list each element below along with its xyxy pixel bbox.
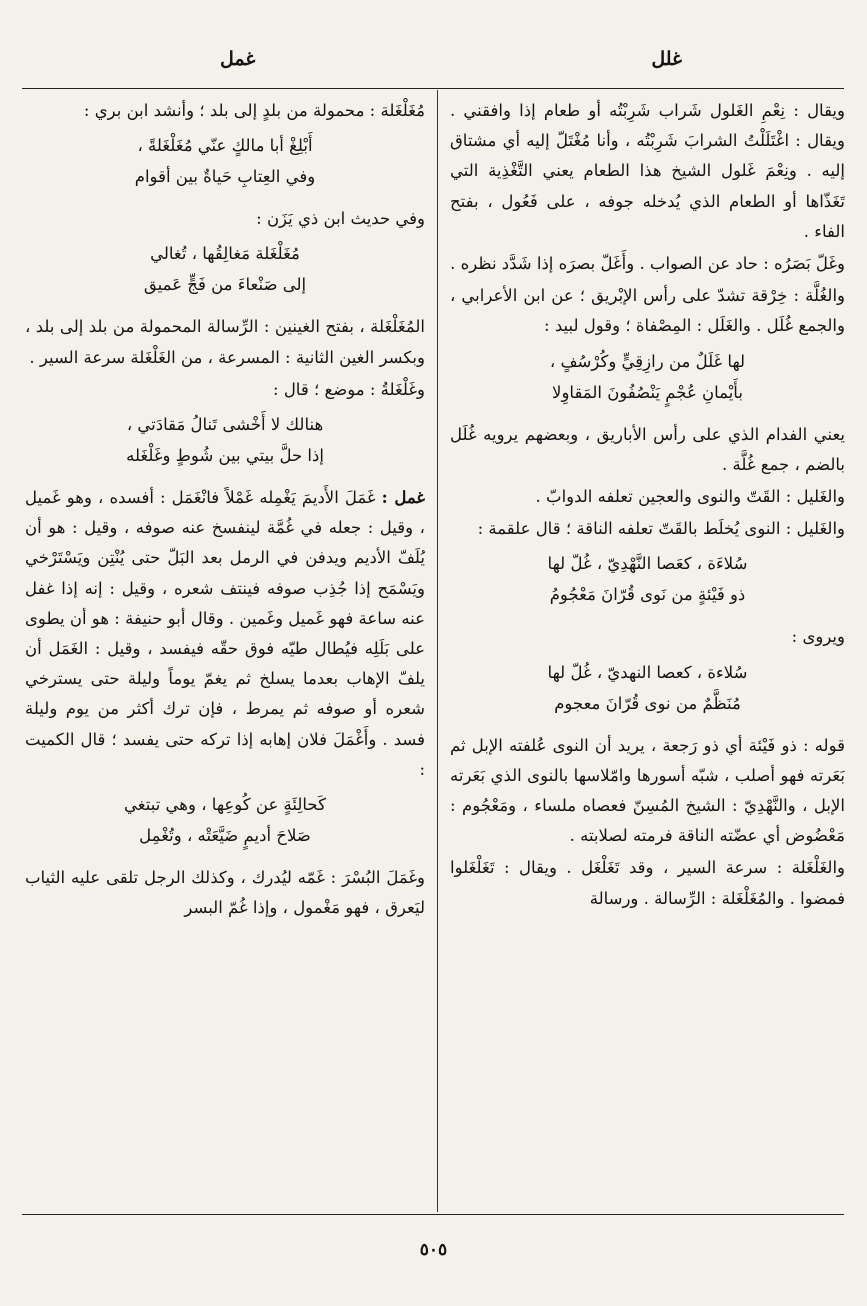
verse-line: وفي العِتابِ حَياةٌ بين أقوام [134, 167, 316, 187]
left-column [25, 96, 425, 1211]
page-number: ٥٠٥ [419, 1240, 448, 1260]
paragraph: والغَليل : القَتّ والنوى والعجين تعلفه الدوابّ . [535, 487, 845, 507]
right-column [450, 96, 845, 1211]
verse-line: كَحالِئَةٍ عن كُوعِها ، وهي تبتغي [124, 795, 326, 815]
verse-line: مُنَظَّمٌ من نوى قُرّانَ معجوم [554, 693, 741, 713]
paragraph: والغُلَّة : خِرْقة تشدّ على رأس الإبْريق ؛ عن ابن الأعرابي ، والجمع غُلَل . والغَلَل : المِصْفاة ؛ وقول لبيد : [450, 286, 845, 336]
verse-block [25, 409, 425, 471]
verse-line: بأَيْمانِ عُجْمٍ يَنْصُفُونَ المَقاوِلا [552, 382, 743, 402]
page-header [0, 48, 867, 84]
top-rule [22, 88, 844, 89]
verse-line: إذا حلَّ بيتي بين شُوطٍ وغَلْغَله [126, 446, 324, 466]
paragraph: وغَلْغَلةُ : موضع ؛ قال : [273, 379, 425, 399]
paragraph: وغَلّ بَصَرُه : حاد عن الصواب . وأَغَلّ بصرَه إذا شَدَّد نظره . [450, 254, 845, 274]
verse-block [25, 238, 425, 300]
paragraph: يعني الفدام الذي على رأس الأباريق ، وبعضهم يرويه غُلَل بالضم ، جمع غُلَّة . [450, 424, 845, 474]
paragraph: ويقال : نِعْمِ الغَلول شَراب شَرِبْتُه أو طعام إذا وافقني . ويقال : اغْتَلَلْتُ الشرابَ شَرِبْتُه ، وأنا مُغْتَلّ إليه أي مشتاق إليه . ونِعْمَ غَلول الشيخ هذا الطعام يعني التَّغْذِية التي تَغَذّاها أو الطعام الذي يُدخله جوفه ، على فَعُول ، بفتح الفاء . [450, 101, 845, 241]
verse-block [450, 346, 845, 408]
paragraph: وغَمَلَ البُسْرَ : غَمّه ليُدرك ، وكذلك الرجل تلقى عليه الثياب ليَعرق ، فهو مَغْمول ، وإذا غُمّ البسر [25, 868, 425, 918]
verse-line: ذو فَيْئةٍ من نَوى قُرّانَ مَعْجُومُ [549, 585, 746, 605]
entry-text: غَمَلَ الأَديمَ يَغْمِله غَمْلاً فانْغَمَل : أفسده ، وهو غَميل ، وقيل : جعله في غُمَّة لينفسخ عنه صوفه ، وقيل : هو أن يُلَفّ الأديم ويدفن في الرمل بعد البَلّ حتى يُنْتِن ويَسْتَرْخي ويَسْمَح إذا جُذِب صوفه فينتف شعره ، وقيل : إنه إذا غفل عنه ساعة فهو غَميل وغَمين . وقال أبو حنيفة : هو أن يطوى على بَلَلِه فيُطال طيّه فوق حقّه فيفسد ، وقيل : الغَمَل أن يلفّ الإهاب بعدما يسلخ ثم يغمّ يوماً وليلة حتى يسترخي شعره أو صوفه ثم يمرط ، فإن ترك أكثر من يوم وليلة فسد . وأَغْمَلَ فلان إهابه إذا تركه حتى يفسد ؛ قال الكميت : [25, 488, 425, 779]
verse-line: أَبْلِغْ أبا مالكٍ عنّي مُغَلْغَلةً ، [137, 136, 313, 156]
verse-block [25, 789, 425, 851]
entry-paragraph [25, 483, 425, 785]
right-running-headword: غلل [651, 48, 682, 70]
paragraph: المُغَلْغَلة ، بفتح الغينين : الرِّسالة المحمولة من بلد إلى بلد ، وبكسر الغين الثانية : المسرعة ، من الغَلْغَلة سرعة السير . [25, 317, 425, 367]
verse-line: لها غَلَلٌ من رازِقِيٍّ وكُرْسُفٍ ، [549, 351, 746, 371]
column-divider [437, 90, 438, 1212]
paragraph: مُغَلْغَلة : محمولة من بلدٍ إلى بلد ؛ وأنشد ابن بري : [83, 101, 425, 120]
verse-block [450, 657, 845, 719]
verse-line: هنالك لا أَخْشى تَنالُ مَقادَتي ، [126, 415, 324, 435]
paragraph: قوله : ذو فَيْئة أي ذو رَجعة ، يريد أن النوى عُلفته الإبل ثم بَعَرته فهو أصلب ، شبّه أسورها وامّلاسها بالنوى الذي بَعَرته الإبل ، والنَّهْدِيّ : الشيخ المُسِنّ فعصاه ملساء ، ومَعْجُوم : مَعْضُوض أي عضّته الناقة فرمته لصلابته . [450, 735, 845, 846]
paragraph: والغَلْغَلة : سرعة السير ، وقد تَغَلْغَل . ويقال : تَغَلْغَلوا فمضوا . والمُغَلْغَلة : الرِّسالة . ورسالة [450, 858, 845, 908]
paragraph: والغَليل : النوى يُخلَط بالقَتّ تعلفه الناقة ؛ قال علقمة : [477, 519, 845, 539]
entry-headword: غمل : [381, 488, 425, 508]
paragraph: وفي حديث ابن ذي يَزَن : [256, 209, 425, 229]
verse-line: مُغَلْغَلة مَغالِقُها ، تُغالي [150, 244, 300, 264]
verse-line: سُلاءَة ، كعَصا النَّهْدِيّ ، غُلّ لها [547, 554, 748, 574]
left-running-headword: غمل [220, 48, 256, 70]
verse-line: إلى صَنْعاءَ من فَجٍّ عَميق [143, 275, 307, 295]
verse-line: صَلاحَ أديمٍ ضَيَّعَتْه ، وتُغْمِل [139, 826, 311, 846]
paragraph: ويروى : [791, 627, 845, 647]
verse-line: سُلاءة ، كعصا النهديّ ، غُلّ لها [547, 662, 748, 682]
bottom-rule [22, 1214, 844, 1215]
verse-block [25, 130, 425, 192]
verse-block [450, 548, 845, 610]
